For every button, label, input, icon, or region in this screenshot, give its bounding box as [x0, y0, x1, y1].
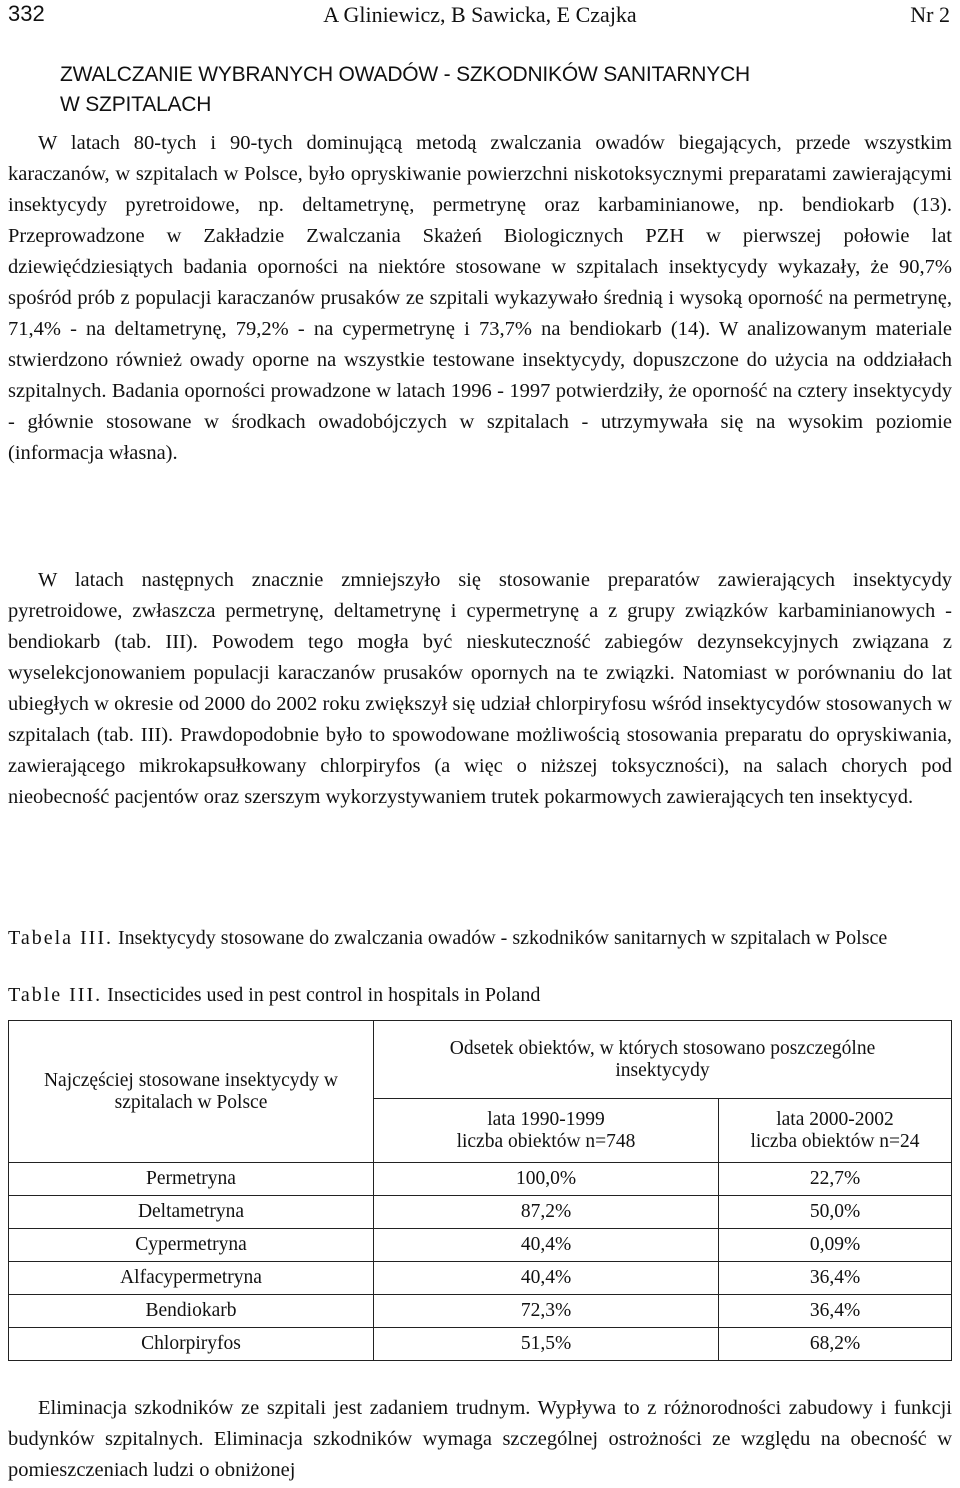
insecticide-name: Bendiokarb: [9, 1295, 374, 1328]
value-2000: 0,09%: [719, 1229, 952, 1262]
insecticide-name: Alfacypermetryna: [9, 1262, 374, 1295]
value-1990: 100,0%: [374, 1163, 719, 1196]
period-2000-n: liczba obiektów n=24: [750, 1130, 920, 1152]
value-1990: 40,4%: [374, 1229, 719, 1262]
value-2000: 68,2%: [719, 1328, 952, 1361]
section-title-line-1: ZWALCZANIE WYBRANYCH OWADÓW - SZKODNIKÓW SANITARNYCH: [60, 63, 751, 86]
table-caption-pl: [8, 924, 952, 953]
insecticide-name: Deltametryna: [9, 1196, 374, 1229]
value-2000: 22,7%: [719, 1163, 952, 1196]
page-number: 332: [8, 1, 45, 26]
table-label-en: Table III.: [8, 984, 103, 1006]
value-2000: 50,0%: [719, 1196, 952, 1229]
table-label-pl: Tabela III.: [8, 927, 113, 949]
value-1990: 72,3%: [374, 1295, 719, 1328]
section-title: [60, 60, 940, 120]
insecticides-table: [8, 1020, 952, 1361]
table-row: [9, 1163, 952, 1196]
insecticide-name: Chlorpiryfos: [9, 1328, 374, 1361]
running-head-authors: A Gliniewicz, B Sawicka, E Czajka: [323, 2, 637, 27]
table-row: [9, 1229, 952, 1262]
insecticide-name: Cypermetryna: [9, 1229, 374, 1262]
header-percent-group: Odsetek obiektów, w których stosowano poszczególne insektycydy: [374, 1021, 952, 1099]
table-row: [9, 1295, 952, 1328]
table-row: [9, 1328, 952, 1361]
value-2000: 36,4%: [719, 1262, 952, 1295]
header-period-1990: [374, 1099, 719, 1163]
paragraph-later-years: W latach następnych znacznie zmniejszyło się stosowanie preparatów zawierających insektycydy pyretroidowe, zwłaszcza permetrynę, deltametrynę i cypermetrynę a z grupy związków karbaminianowych - bendiokarb (tab. III). Powodem tego mogła być nieskuteczność zabiegów dezynsekcyjnych związana z wyselekcjonowaniem populacji karaczanów prusaków opornych na te związki. Natomiast w porównaniu do lat ubiegłych w okresie od 2000 do 2002 roku zwiększył się udział chlorpiryfosu wśród insektycydów stosowanych w szpitalach (tab. III). Prawdopodobnie było to spowodowane możliwością stosowania preparatu do opryskiwania, zawierającego mikrokapsułkowany chlorpiryfos (a więc o niższej toksyczności), na salach chorych pod nieobecność pacjentów oraz szerszym wykorzystywaniem trutek pokarmowych zawierających ten insektycyd.: [8, 569, 952, 808]
table-caption-en: [8, 981, 952, 1010]
value-1990: 40,4%: [374, 1262, 719, 1295]
table-row: [9, 1196, 952, 1229]
period-1990-n: liczba obiektów n=748: [456, 1130, 636, 1152]
issue-number: Nr 2: [910, 2, 950, 27]
insecticide-name: Permetryna: [9, 1163, 374, 1196]
period-1990-label: lata 1990-1999: [487, 1108, 605, 1130]
header-period-2000: [719, 1099, 952, 1163]
paragraph-elimination: Eliminacja szkodników ze szpitali jest zadaniem trudnym. Wypływa to z różnorodności zabudowy i funkcji budynków szpitalnych. Eliminacja szkodników wymaga szczególnej ostrożności ze względu na obecność w pomieszczeniach ludzi o obniżonej: [8, 1397, 952, 1481]
table-caption-en-text: Insecticides used in pest control in hospitals in Poland: [107, 984, 541, 1006]
table-caption-pl-text: Insektycydy stosowane do zwalczania owadów - szkodników sanitarnych w szpitalach w Polsce: [118, 927, 888, 949]
section-title-line-2: W SZPITALACH: [60, 93, 212, 116]
value-2000: 36,4%: [719, 1295, 952, 1328]
value-1990: 51,5%: [374, 1328, 719, 1361]
header-insecticide: Najczęściej stosowane insektycydy w szpitalach w Polsce: [9, 1021, 374, 1163]
table-row: [9, 1262, 952, 1295]
period-2000-label: lata 2000-2002: [776, 1108, 894, 1130]
paragraph-resistance: W latach 80-tych i 90-tych dominującą metodą zwalczania owadów biegających, przede wszystkim karaczanów, w szpitalach w Polsce, było opryskiwanie powierzchni niskotoksycznymi preparatami zawierającymi insektycydy pyretroidowe, np. deltametrynę, permetrynę oraz karbaminianowe, np. bendiokarb (13). Przeprowadzone w Zakładzie Zwalczania Skażeń Biologicznych PZH w pierwszej połowie lat dziewięćdziesiątych badania oporności na niektóre stosowane w szpitalach insektycydy wykazały, że 90,7% spośród prób z populacji karaczanów prusaków ze szpitali wykazywało średnią i wysoką oporność na permetrynę, 71,4% - na deltametrynę, 79,2% - na cypermetrynę i 73,7% na bendiokarb (14). W analizowanym materiale stwierdzono również owady oporne na wszystkie testowane insektycydy, dopuszczone do użycia na oddziałach szpitalnych. Badania oporności prowadzone w latach 1996 - 1997 potwierdziły, że oporność na cztery insektycydy - głównie stosowane w środkach owadobójczych w szpitalach - utrzymywała się na wysokim poziomie (informacja własna).: [8, 132, 952, 464]
value-1990: 87,2%: [374, 1196, 719, 1229]
page-header: [0, 0, 960, 30]
